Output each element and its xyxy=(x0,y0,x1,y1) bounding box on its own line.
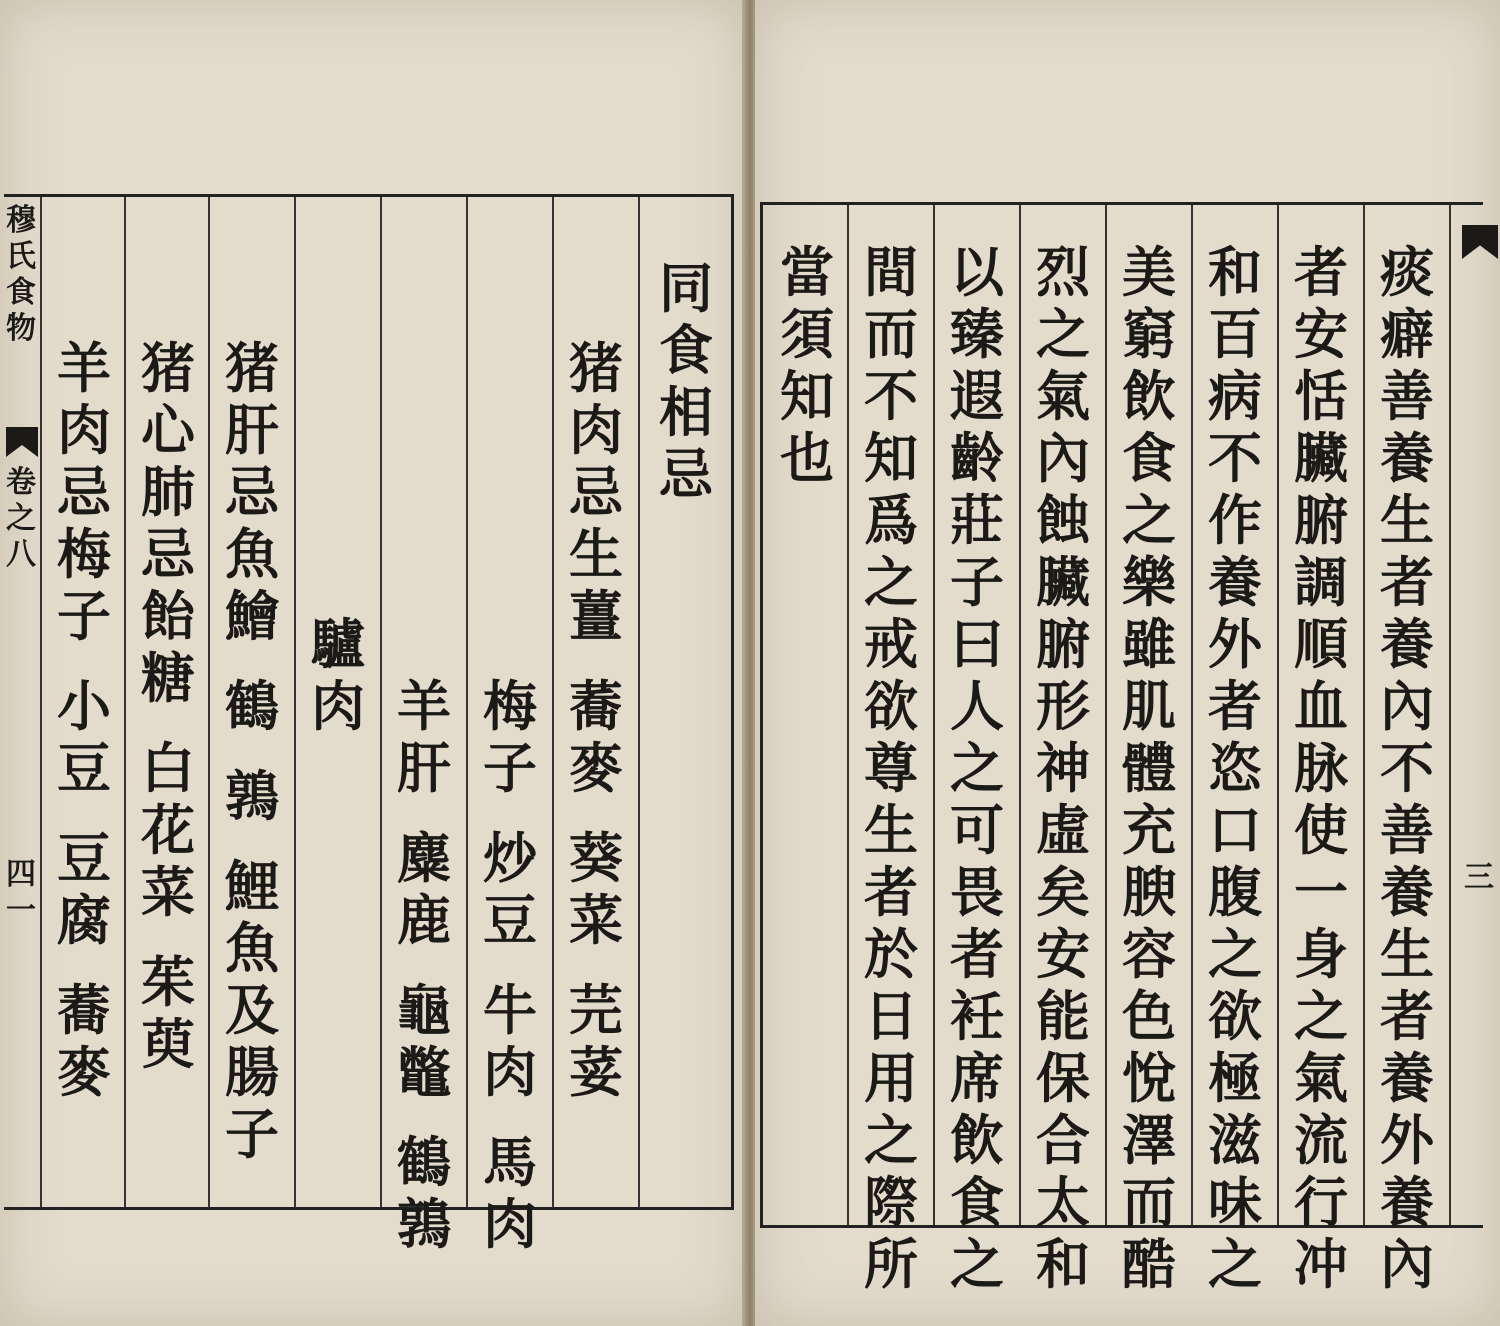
glyph: 氣 xyxy=(1036,364,1090,428)
glyph: 腐 xyxy=(57,888,111,952)
glyph: 花 xyxy=(141,798,195,862)
glyph: 酷 xyxy=(1122,1232,1176,1296)
glyph: 麥 xyxy=(57,1040,111,1104)
glyph: 食 xyxy=(659,318,713,382)
glyph: 以 xyxy=(950,240,1004,304)
entry-item xyxy=(397,1131,451,1255)
glyph: 美 xyxy=(1122,240,1176,304)
glyph: 身 xyxy=(1294,922,1348,986)
glyph: 食 xyxy=(1122,426,1176,490)
glyph: 當 xyxy=(780,240,834,304)
glyph: 卷 xyxy=(6,465,36,500)
glyph: 安 xyxy=(1036,922,1090,986)
glyph: 神 xyxy=(1036,736,1090,800)
glyph: 菜 xyxy=(141,860,195,924)
left-page-frame xyxy=(4,194,734,1256)
glyph: 蕎 xyxy=(569,674,623,738)
entry-item xyxy=(483,675,537,799)
glyph: 曰 xyxy=(950,612,1004,676)
entry-item xyxy=(141,737,195,923)
entry-item xyxy=(57,827,111,951)
glyph: 鶴 xyxy=(397,1130,451,1194)
glyph: 虛 xyxy=(1036,798,1090,862)
glyph: 欲 xyxy=(1208,984,1262,1048)
glyph: 鱠 xyxy=(225,584,279,648)
glyph: 之 xyxy=(1294,984,1348,1048)
column-rule xyxy=(1449,205,1451,1225)
margin-volume-text xyxy=(6,465,36,573)
glyph: 白 xyxy=(141,736,195,800)
glyph: 之 xyxy=(1208,922,1262,986)
entry-item xyxy=(397,827,451,951)
fish-tail-mark xyxy=(6,427,38,457)
glyph: 生 xyxy=(1380,922,1434,986)
entry-item xyxy=(311,613,365,737)
glyph: 忌 xyxy=(569,460,623,524)
entry-item xyxy=(57,675,111,799)
glyph: 腑 xyxy=(1036,612,1090,676)
entry-item xyxy=(57,979,111,1103)
glyph: 恣 xyxy=(1208,736,1262,800)
glyph: 所 xyxy=(864,1232,918,1296)
right-page xyxy=(755,0,1500,1326)
glyph: 調 xyxy=(1294,550,1348,614)
glyph: 羊 xyxy=(57,336,111,400)
glyph: 外 xyxy=(1380,1108,1434,1172)
glyph: 魚 xyxy=(225,916,279,980)
glyph: 養 xyxy=(1208,550,1262,614)
glyph: 知 xyxy=(780,364,834,428)
glyph: 脉 xyxy=(1294,736,1348,800)
glyph: 穆 xyxy=(6,203,36,238)
entry-item xyxy=(483,979,537,1103)
glyph: 色 xyxy=(1122,984,1176,1048)
glyph: 外 xyxy=(1208,612,1262,676)
entry-column xyxy=(468,197,552,1256)
glyph: 之 xyxy=(1208,1232,1262,1296)
glyph: 齡 xyxy=(950,426,1004,490)
glyph: 不 xyxy=(1208,426,1262,490)
glyph: 八 xyxy=(6,537,36,572)
glyph: 臟 xyxy=(1036,550,1090,614)
entry-item xyxy=(225,855,279,1165)
glyph: 飴 xyxy=(141,584,195,648)
glyph: 猪 xyxy=(225,336,279,400)
text-column xyxy=(1279,241,1363,1295)
glyph: 容 xyxy=(1122,922,1176,986)
text-column xyxy=(765,241,849,489)
glyph: 氣 xyxy=(1294,1046,1348,1110)
glyph: 相 xyxy=(659,380,713,444)
glyph: 蝕 xyxy=(1036,488,1090,552)
glyph: 之 xyxy=(864,550,918,614)
glyph: 善 xyxy=(1380,798,1434,862)
right-page-frame xyxy=(760,202,1483,1296)
entry-column xyxy=(296,197,380,1197)
glyph: 內 xyxy=(1380,1232,1434,1296)
glyph: 不 xyxy=(864,364,918,428)
glyph: 同 xyxy=(659,256,713,320)
glyph: 形 xyxy=(1036,674,1090,738)
glyph: 麥 xyxy=(569,736,623,800)
glyph: 之 xyxy=(864,1108,918,1172)
glyph: 鯉 xyxy=(225,854,279,918)
glyph: 癖 xyxy=(1380,302,1434,366)
glyph: 能 xyxy=(1036,984,1090,1048)
margin-title-text xyxy=(6,203,36,347)
glyph: 心 xyxy=(141,398,195,462)
column-text xyxy=(950,241,1004,1295)
glyph: 鶉 xyxy=(225,764,279,828)
glyph: 際 xyxy=(864,1170,918,1234)
entry-item xyxy=(141,951,195,1075)
glyph: 合 xyxy=(1036,1108,1090,1172)
glyph: 蕎 xyxy=(57,978,111,1042)
glyph: 而 xyxy=(864,302,918,366)
right-page-margin xyxy=(1460,0,1500,1326)
glyph: 牛 xyxy=(483,978,537,1042)
entry-column xyxy=(42,197,126,1197)
glyph: 腸 xyxy=(225,1040,279,1104)
glyph: 內 xyxy=(1380,674,1434,738)
glyph: 者 xyxy=(864,860,918,924)
glyph: 口 xyxy=(1208,798,1262,862)
glyph: 極 xyxy=(1208,1046,1262,1110)
glyph: 流 xyxy=(1294,1108,1348,1172)
glyph: 悅 xyxy=(1122,1046,1176,1110)
glyph: 者 xyxy=(1380,984,1434,1048)
glyph: 生 xyxy=(864,798,918,862)
glyph: 和 xyxy=(1208,240,1262,304)
glyph: 肝 xyxy=(397,736,451,800)
glyph: 食 xyxy=(6,275,36,310)
glyph: 尊 xyxy=(864,736,918,800)
column-text xyxy=(780,241,834,489)
glyph: 龜 xyxy=(397,978,451,1042)
glyph: 萸 xyxy=(141,1012,195,1076)
glyph: 馬 xyxy=(483,1130,537,1194)
glyph: 烈 xyxy=(1036,240,1090,304)
glyph: 席 xyxy=(950,1046,1004,1110)
glyph: 子 xyxy=(483,736,537,800)
glyph: 及 xyxy=(225,978,279,1042)
glyph: 子 xyxy=(225,1102,279,1166)
glyph: 養 xyxy=(1380,860,1434,924)
glyph: 豆 xyxy=(483,888,537,952)
glyph: 知 xyxy=(864,426,918,490)
glyph: 也 xyxy=(780,426,834,490)
entry-subject xyxy=(141,337,195,709)
glyph: 鶉 xyxy=(397,1192,451,1256)
glyph: 小 xyxy=(57,674,111,738)
right-folio-number: 三 xyxy=(1464,860,1494,895)
column-text xyxy=(1208,241,1262,1295)
glyph: 魚 xyxy=(225,522,279,586)
glyph: 行 xyxy=(1294,1170,1348,1234)
entry-item xyxy=(569,827,623,951)
glyph: 之 xyxy=(6,501,36,536)
glyph: 爲 xyxy=(864,488,918,552)
glyph: 善 xyxy=(1380,364,1434,428)
glyph: 而 xyxy=(1122,1170,1176,1234)
entry-column xyxy=(126,197,210,1197)
glyph: 者 xyxy=(950,922,1004,986)
text-column xyxy=(1365,241,1449,1295)
glyph: 忌 xyxy=(225,460,279,524)
glyph: 肝 xyxy=(225,398,279,462)
glyph: 血 xyxy=(1294,674,1348,738)
glyph: 須 xyxy=(780,302,834,366)
glyph: 羊 xyxy=(397,674,451,738)
glyph: 肉 xyxy=(569,398,623,462)
glyph: 恬 xyxy=(1294,364,1348,428)
entry-item xyxy=(397,979,451,1103)
text-column xyxy=(935,241,1019,1295)
glyph: 百 xyxy=(1208,302,1262,366)
glyph: 樂 xyxy=(1122,550,1176,614)
glyph: 飲 xyxy=(950,1108,1004,1172)
glyph: 味 xyxy=(1208,1170,1262,1234)
glyph: 者 xyxy=(1294,240,1348,304)
glyph: 者 xyxy=(1380,550,1434,614)
glyph: 病 xyxy=(1208,364,1262,428)
glyph: 物 xyxy=(6,311,36,346)
glyph: 梅 xyxy=(57,522,111,586)
margin-book-title xyxy=(6,203,36,347)
glyph: 鹿 xyxy=(397,888,451,952)
entry-item xyxy=(569,979,623,1103)
glyph: 之 xyxy=(950,736,1004,800)
glyph: 矣 xyxy=(1036,860,1090,924)
glyph: 之 xyxy=(1036,302,1090,366)
glyph: 之 xyxy=(950,1232,1004,1296)
text-column xyxy=(1021,241,1105,1295)
fish-tail-mark xyxy=(1462,225,1498,259)
glyph: 腹 xyxy=(1208,860,1262,924)
glyph: 衽 xyxy=(950,984,1004,1048)
glyph: 生 xyxy=(569,522,623,586)
glyph: 養 xyxy=(1380,426,1434,490)
glyph: 養 xyxy=(1380,612,1434,676)
margin-volume-label xyxy=(4,465,38,573)
glyph: 不 xyxy=(1380,736,1434,800)
glyph: 莊 xyxy=(950,488,1004,552)
glyph: 臻 xyxy=(950,302,1004,366)
glyph: 猪 xyxy=(141,336,195,400)
glyph: 肉 xyxy=(483,1040,537,1104)
glyph: 豆 xyxy=(57,736,111,800)
glyph: 之 xyxy=(1122,488,1176,552)
glyph: 肉 xyxy=(483,1192,537,1256)
glyph: 肉 xyxy=(57,398,111,462)
section-heading xyxy=(644,257,728,505)
text-column xyxy=(1193,241,1277,1295)
glyph: 冲 xyxy=(1294,1232,1348,1296)
text-column xyxy=(849,241,933,1295)
entry-column xyxy=(554,197,638,1197)
glyph: 者 xyxy=(1208,674,1262,738)
entry-subject xyxy=(569,337,623,647)
glyph: 順 xyxy=(1294,612,1348,676)
glyph: 糖 xyxy=(141,646,195,710)
entry-item xyxy=(483,1131,537,1255)
glyph: 安 xyxy=(1294,302,1348,366)
glyph: 人 xyxy=(950,674,1004,738)
entry-item xyxy=(225,765,279,827)
glyph: 使 xyxy=(1294,798,1348,862)
glyph: 腴 xyxy=(1122,860,1176,924)
glyph: 戒 xyxy=(864,612,918,676)
glyph: 保 xyxy=(1036,1046,1090,1110)
glyph: 肉 xyxy=(311,674,365,738)
glyph: 茱 xyxy=(141,950,195,1014)
column-text xyxy=(1380,241,1434,1295)
glyph: 一 xyxy=(1294,860,1348,924)
margin-folio-text xyxy=(6,857,36,929)
glyph: 窮 xyxy=(1122,302,1176,366)
text-column xyxy=(1107,241,1191,1295)
glyph: 飲 xyxy=(1122,364,1176,428)
glyph: 忌 xyxy=(141,522,195,586)
glyph: 氏 xyxy=(6,239,36,274)
glyph: 肌 xyxy=(1122,674,1176,738)
heading-text xyxy=(659,257,713,505)
column-text xyxy=(1122,241,1176,1295)
glyph: 養 xyxy=(1380,1170,1434,1234)
glyph: 雖 xyxy=(1122,612,1176,676)
entry-column xyxy=(210,197,294,1197)
glyph: 痰 xyxy=(1380,240,1434,304)
entry-subject xyxy=(57,337,111,647)
glyph: 充 xyxy=(1122,798,1176,862)
glyph: 芫 xyxy=(569,978,623,1042)
glyph: 可 xyxy=(950,798,1004,862)
glyph: 滋 xyxy=(1208,1108,1262,1172)
glyph: 忌 xyxy=(57,460,111,524)
page-margin xyxy=(4,197,38,1207)
glyph: 荽 xyxy=(569,1040,623,1104)
glyph: 鼈 xyxy=(397,1040,451,1104)
glyph: 和 xyxy=(1036,1232,1090,1296)
glyph: 驢 xyxy=(311,612,365,676)
glyph: 遐 xyxy=(950,364,1004,428)
glyph: 用 xyxy=(864,1046,918,1110)
entry-column xyxy=(382,197,466,1256)
glyph: 欲 xyxy=(864,674,918,738)
glyph: 猪 xyxy=(569,336,623,400)
glyph: 澤 xyxy=(1122,1108,1176,1172)
glyph: 日 xyxy=(864,984,918,1048)
glyph: 薑 xyxy=(569,584,623,648)
glyph: 養 xyxy=(1380,1046,1434,1110)
column-text xyxy=(1294,241,1348,1295)
glyph: 鶴 xyxy=(225,674,279,738)
glyph: 生 xyxy=(1380,488,1434,552)
glyph: 間 xyxy=(864,240,918,304)
glyph: 麋 xyxy=(397,826,451,890)
glyph: 內 xyxy=(1036,426,1090,490)
glyph: 豆 xyxy=(57,826,111,890)
glyph: 子 xyxy=(950,550,1004,614)
glyph: 畏 xyxy=(950,860,1004,924)
glyph: 梅 xyxy=(483,674,537,738)
glyph: 炒 xyxy=(483,826,537,890)
glyph: 子 xyxy=(57,584,111,648)
glyph: 太 xyxy=(1036,1170,1090,1234)
glyph: 肺 xyxy=(141,460,195,524)
glyph: 四 xyxy=(6,857,36,892)
glyph: 忌 xyxy=(659,442,713,506)
margin-folio-number xyxy=(4,857,38,929)
glyph: 作 xyxy=(1208,488,1262,552)
entry-item xyxy=(225,675,279,737)
glyph: 一 xyxy=(6,893,36,928)
left-page xyxy=(0,0,745,1326)
glyph: 體 xyxy=(1122,736,1176,800)
glyph: 菜 xyxy=(569,888,623,952)
glyph: 葵 xyxy=(569,826,623,890)
glyph: 食 xyxy=(950,1170,1004,1234)
column-text xyxy=(864,241,918,1295)
entry-item xyxy=(397,675,451,799)
entry-subject xyxy=(225,337,279,647)
entry-item xyxy=(569,675,623,799)
column-text xyxy=(1036,241,1090,1295)
glyph: 腑 xyxy=(1294,488,1348,552)
glyph: 於 xyxy=(864,922,918,986)
glyph: 臟 xyxy=(1294,426,1348,490)
entry-item xyxy=(483,827,537,951)
column-rule xyxy=(638,197,640,1207)
